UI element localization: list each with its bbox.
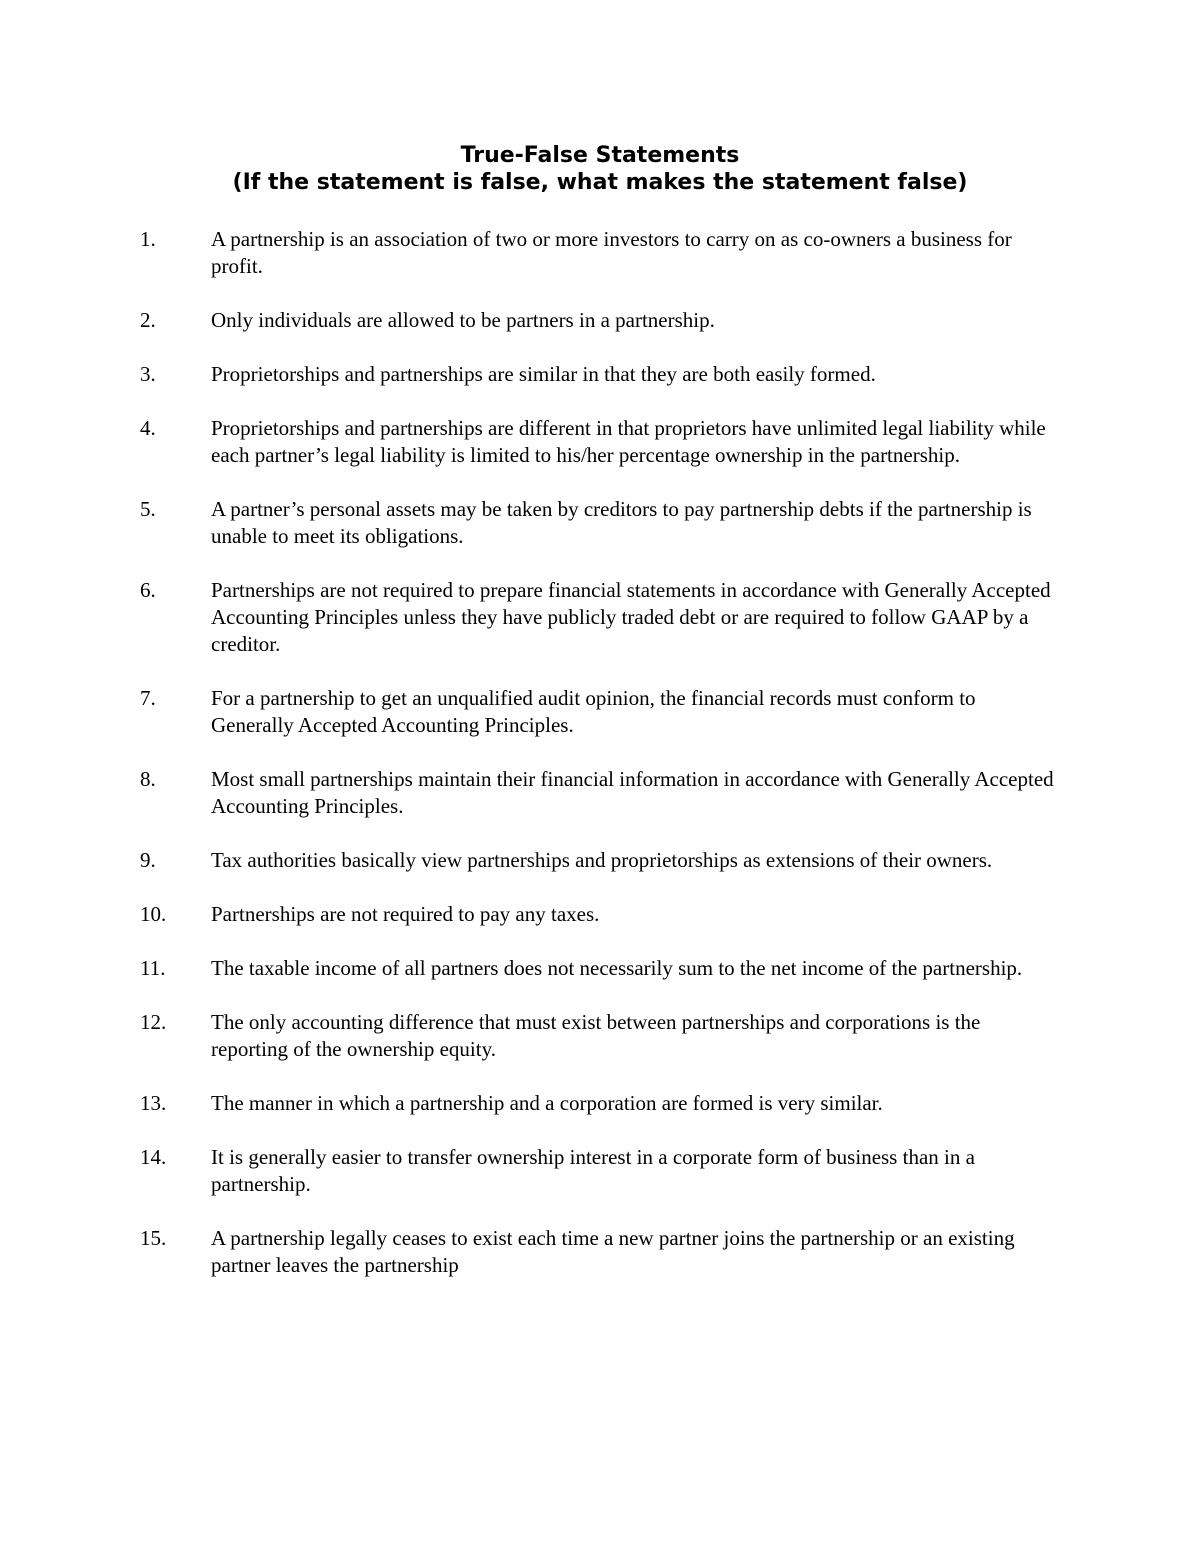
statement-item (0, 955, 1200, 982)
statement-number: 12. (140, 1010, 167, 1034)
statement-text: The taxable income of all partners does not necessarily sum to the net income of the partnership. (211, 956, 1023, 980)
statement-number: 6. (140, 578, 156, 602)
statement-number: 3. (140, 362, 156, 386)
statement-text: Tax authorities basically view partnerships and proprietorships as extensions of their owners. (211, 848, 993, 872)
statement-item (0, 901, 1200, 928)
statement-text: Proprietorships and partnerships are similar in that they are both easily formed. (211, 362, 876, 386)
statement-text: A partnership legally ceases to exist each time a new partner joins the partnership or an existing partner leaves the partnership (211, 1226, 1015, 1277)
statement-text: Partnerships are not required to prepare financial statements in accordance with Generally Accepted Accounting Principles unless they have publicly traded debt or are required to follow GAAP by a creditor. (211, 578, 1051, 656)
title-line-2: (If the statement is false, what makes the statement false) (232, 170, 968, 195)
statement-number: 14. (140, 1145, 167, 1169)
title-line-1: True-False Statements (460, 143, 740, 168)
statement-number: 1. (140, 227, 156, 251)
statement-item (0, 847, 1200, 874)
statement-item (0, 1090, 1200, 1117)
statement-item (0, 307, 1200, 334)
statement-text: Most small partnerships maintain their financial information in accordance with Generally Accepted Accounting Principles. (211, 767, 1054, 818)
statement-text: A partner’s personal assets may be taken by creditors to pay partnership debts if the partnership is unable to meet its obligations. (211, 497, 1032, 548)
statement-number: 15. (140, 1226, 167, 1250)
statement-number: 7. (140, 686, 156, 710)
statement-item (0, 496, 1200, 550)
statement-text: The manner in which a partnership and a corporation are formed is very similar. (211, 1091, 883, 1115)
statement-item (0, 766, 1200, 820)
document-title (0, 142, 1200, 196)
statement-item (0, 1144, 1200, 1198)
statement-item (0, 577, 1200, 658)
statement-number: 13. (140, 1091, 167, 1115)
statement-item (0, 361, 1200, 388)
statement-item (0, 415, 1200, 469)
statement-text: The only accounting difference that must exist between partnerships and corporations is the reporting of the ownership equity. (211, 1010, 981, 1061)
statement-text: Partnerships are not required to pay any taxes. (211, 902, 600, 926)
statement-list (0, 226, 1200, 1306)
statement-item (0, 1009, 1200, 1063)
statement-text: Proprietorships and partnerships are different in that proprietors have unlimited legal liability while each partner’s legal liability is limited to his/her percentage ownership in the partnership. (211, 416, 1046, 467)
statement-number: 4. (140, 416, 156, 440)
statement-text: Only individuals are allowed to be partners in a partnership. (211, 308, 715, 332)
statement-item (0, 1225, 1200, 1279)
statement-number: 10. (140, 902, 167, 926)
statement-number: 2. (140, 308, 156, 332)
statement-number: 8. (140, 767, 156, 791)
statement-item (0, 685, 1200, 739)
statement-number: 9. (140, 848, 156, 872)
statement-text: It is generally easier to transfer ownership interest in a corporate form of business than in a partnership. (211, 1145, 975, 1196)
statement-text: For a partnership to get an unqualified audit opinion, the financial records must conform to Generally Accepted Accounting Principles. (211, 686, 976, 737)
statement-item (0, 226, 1200, 280)
statement-text: A partnership is an association of two or more investors to carry on as co-owners a business for profit. (211, 227, 1012, 278)
statement-number: 5. (140, 497, 156, 521)
statement-number: 11. (140, 956, 166, 980)
